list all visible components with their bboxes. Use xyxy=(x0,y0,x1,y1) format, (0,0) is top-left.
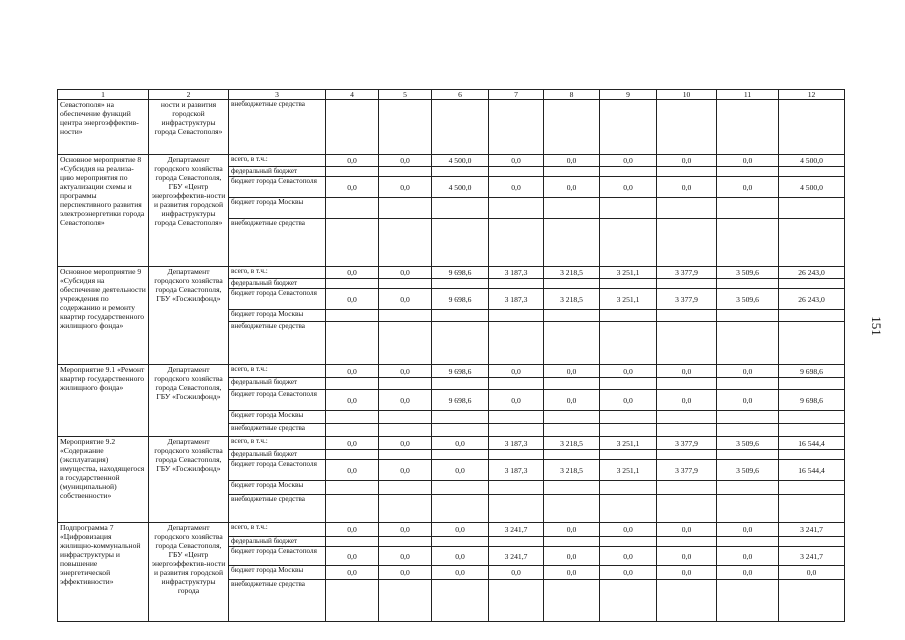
funding-value xyxy=(432,378,489,390)
funding-value xyxy=(379,322,432,365)
funding-value: 0,0 xyxy=(432,566,489,580)
funding-value xyxy=(489,219,544,267)
funding-value xyxy=(432,279,489,289)
funding-value xyxy=(379,495,432,523)
funding-value xyxy=(544,537,600,547)
funding-value: 3 241,7 xyxy=(779,547,845,566)
funding-value: 0,0 xyxy=(544,365,600,378)
funding-value xyxy=(657,322,717,365)
funding-source: федеральный бюджет xyxy=(229,378,326,390)
funding-value: 4 500,0 xyxy=(432,177,489,198)
funding-value xyxy=(657,219,717,267)
funding-value xyxy=(544,322,600,365)
funding-source: внебюджетные средства xyxy=(229,322,326,365)
funding-value: 0,0 xyxy=(600,566,657,580)
funding-value xyxy=(779,450,845,460)
funding-value: 0,0 xyxy=(489,566,544,580)
funding-value xyxy=(432,450,489,460)
funding-value: 0,0 xyxy=(489,390,544,411)
column-number: 1 xyxy=(58,90,149,100)
funding-source: всего, в т.ч.: xyxy=(229,437,326,450)
funding-value xyxy=(379,219,432,267)
funding-value xyxy=(326,279,379,289)
funding-source: федеральный бюджет xyxy=(229,279,326,289)
funding-value: 0,0 xyxy=(379,365,432,378)
activity-name: Основное мероприятие 9 «Субсидия на обеспечение деятельности учреждения по содержанию и ремонту квартир государственного жилищного фонда» xyxy=(58,267,149,365)
funding-value xyxy=(600,411,657,424)
funding-value: 0,0 xyxy=(379,523,432,537)
table-row xyxy=(58,155,845,167)
funding-value xyxy=(600,100,657,155)
funding-value xyxy=(489,322,544,365)
funding-value xyxy=(717,198,779,219)
funding-value xyxy=(379,378,432,390)
funding-value: 0,0 xyxy=(489,365,544,378)
funding-value: 0,0 xyxy=(326,566,379,580)
funding-value xyxy=(432,100,489,155)
funding-value: 0,0 xyxy=(779,566,845,580)
funding-value xyxy=(379,481,432,495)
funding-source: всего, в т.ч.: xyxy=(229,365,326,378)
funding-value xyxy=(379,580,432,622)
funding-value xyxy=(657,411,717,424)
funding-value xyxy=(779,424,845,437)
funding-value xyxy=(379,411,432,424)
funding-value: 3 251,1 xyxy=(600,289,657,310)
funding-value: 3 187,3 xyxy=(489,267,544,279)
funding-value xyxy=(544,310,600,322)
funding-value: 0,0 xyxy=(326,177,379,198)
funding-value xyxy=(432,495,489,523)
table-row xyxy=(58,523,845,537)
funding-value xyxy=(432,537,489,547)
funding-value xyxy=(432,322,489,365)
activity-name: Мероприятие 9.2 «Содержание (эксплуатация) имущества, находящегося в государственной (муниципальной) собственности» xyxy=(58,437,149,523)
column-number: 4 xyxy=(326,90,379,100)
funding-value: 3 377,9 xyxy=(657,460,717,481)
funding-value: 0,0 xyxy=(717,566,779,580)
funding-source: бюджет города Москвы xyxy=(229,310,326,322)
funding-value xyxy=(326,537,379,547)
funding-value xyxy=(600,580,657,622)
column-number: 9 xyxy=(600,90,657,100)
funding-value: 3 377,9 xyxy=(657,437,717,450)
funding-value xyxy=(600,310,657,322)
funding-value xyxy=(717,310,779,322)
funding-value: 3 241,7 xyxy=(489,523,544,537)
funding-value xyxy=(326,322,379,365)
activity-name: Основное мероприятие 8 «Субсидия на реализа-цию мероприятия по актуализации схемы и программы перспективного развития электроэнергетики города Севастополя» xyxy=(58,155,149,267)
funding-value: 0,0 xyxy=(600,390,657,411)
funding-value xyxy=(717,100,779,155)
funding-value xyxy=(544,411,600,424)
funding-value xyxy=(717,481,779,495)
funding-value: 9 698,6 xyxy=(779,365,845,378)
funding-value: 0,0 xyxy=(379,547,432,566)
funding-value xyxy=(717,279,779,289)
funding-value: 0,0 xyxy=(544,155,600,167)
funding-value: 4 500,0 xyxy=(779,155,845,167)
funding-value xyxy=(544,378,600,390)
funding-value: 0,0 xyxy=(379,289,432,310)
responsible-executor: Департамент городского хозяйства города Севастополя, ГБУ «Госжилфонд» xyxy=(149,365,229,437)
funding-value xyxy=(326,167,379,177)
page-number: 151 xyxy=(868,316,884,336)
funding-value xyxy=(432,411,489,424)
column-number: 12 xyxy=(779,90,845,100)
funding-source: бюджет города Москвы xyxy=(229,411,326,424)
activity-name: Подпрограмма 7 «Цифровизация жилищно-коммунальной инфраструктуры и повышение энергетической эффективности» xyxy=(58,523,149,622)
funding-value: 0,0 xyxy=(600,177,657,198)
funding-value xyxy=(779,580,845,622)
funding-value: 0,0 xyxy=(600,523,657,537)
funding-value: 0,0 xyxy=(717,523,779,537)
funding-value: 0,0 xyxy=(432,437,489,450)
funding-value: 3 218,5 xyxy=(544,289,600,310)
funding-value xyxy=(600,537,657,547)
funding-source: внебюджетные средства xyxy=(229,580,326,622)
funding-value xyxy=(544,424,600,437)
funding-value xyxy=(657,495,717,523)
funding-source: внебюджетные средства xyxy=(229,219,326,267)
funding-value xyxy=(544,495,600,523)
column-number: 8 xyxy=(544,90,600,100)
funding-value: 0,0 xyxy=(544,390,600,411)
funding-value xyxy=(489,100,544,155)
funding-source: всего, в т.ч.: xyxy=(229,523,326,537)
funding-value: 3 218,5 xyxy=(544,460,600,481)
funding-source: бюджет города Севастополя xyxy=(229,460,326,481)
funding-value xyxy=(489,411,544,424)
table-row xyxy=(58,437,845,450)
funding-source: бюджет города Севастополя xyxy=(229,547,326,566)
funding-value: 0,0 xyxy=(600,547,657,566)
funding-value: 0,0 xyxy=(657,365,717,378)
funding-value: 0,0 xyxy=(326,289,379,310)
funding-value xyxy=(657,537,717,547)
funding-value xyxy=(326,310,379,322)
funding-value xyxy=(326,481,379,495)
funding-value xyxy=(657,481,717,495)
funding-value xyxy=(544,219,600,267)
funding-value xyxy=(379,450,432,460)
funding-value: 0,0 xyxy=(379,390,432,411)
funding-value xyxy=(489,279,544,289)
funding-value: 0,0 xyxy=(326,460,379,481)
table-row xyxy=(58,100,845,155)
funding-value xyxy=(379,198,432,219)
funding-value xyxy=(489,198,544,219)
funding-value xyxy=(489,378,544,390)
funding-value xyxy=(326,495,379,523)
funding-value xyxy=(600,219,657,267)
funding-value xyxy=(379,100,432,155)
column-number: 7 xyxy=(489,90,544,100)
activity-name: Мероприятие 9.1 «Ремонт квартир государственного жилищного фонда» xyxy=(58,365,149,437)
funding-value xyxy=(544,450,600,460)
funding-value xyxy=(544,279,600,289)
funding-value: 26 243,0 xyxy=(779,267,845,279)
responsible-executor: Департамент городского хозяйства города Севастополя, ГБУ «Госжилфонд» xyxy=(149,267,229,365)
funding-value xyxy=(544,198,600,219)
funding-value xyxy=(600,378,657,390)
funding-value: 26 243,0 xyxy=(779,289,845,310)
funding-value xyxy=(779,322,845,365)
funding-source: бюджет города Москвы xyxy=(229,198,326,219)
funding-value: 3 241,7 xyxy=(779,523,845,537)
funding-value xyxy=(779,411,845,424)
funding-value xyxy=(779,167,845,177)
funding-value: 0,0 xyxy=(379,155,432,167)
funding-value xyxy=(717,167,779,177)
funding-value xyxy=(717,424,779,437)
funding-value xyxy=(489,424,544,437)
funding-value: 0,0 xyxy=(657,177,717,198)
funding-value xyxy=(600,481,657,495)
funding-value: 3 187,3 xyxy=(489,460,544,481)
funding-value xyxy=(717,378,779,390)
funding-value xyxy=(432,198,489,219)
funding-value: 3 251,1 xyxy=(600,437,657,450)
funding-value xyxy=(657,580,717,622)
funding-value xyxy=(779,219,845,267)
funding-source: всего, в т.ч.: xyxy=(229,155,326,167)
funding-value xyxy=(326,219,379,267)
funding-value xyxy=(600,424,657,437)
funding-value xyxy=(717,450,779,460)
funding-value: 9 698,6 xyxy=(779,390,845,411)
funding-value xyxy=(326,424,379,437)
funding-value: 3 218,5 xyxy=(544,437,600,450)
funding-value: 0,0 xyxy=(600,155,657,167)
responsible-executor: Департамент городского хозяйства города Севастополя, ГБУ «Центр энергоэффектив-ности и развития городской инфраструктуры города xyxy=(149,523,229,622)
funding-value: 3 241,7 xyxy=(489,547,544,566)
funding-value: 0,0 xyxy=(326,155,379,167)
funding-value: 3 509,6 xyxy=(717,267,779,279)
funding-value xyxy=(657,279,717,289)
funding-value: 0,0 xyxy=(326,437,379,450)
funding-value: 0,0 xyxy=(657,547,717,566)
funding-value xyxy=(432,580,489,622)
funding-value: 0,0 xyxy=(326,267,379,279)
funding-value xyxy=(779,537,845,547)
funding-value: 9 698,6 xyxy=(432,390,489,411)
table-body xyxy=(58,100,845,622)
funding-value: 16 544,4 xyxy=(779,460,845,481)
funding-value xyxy=(489,167,544,177)
funding-value xyxy=(432,481,489,495)
funding-value xyxy=(717,580,779,622)
funding-value xyxy=(779,495,845,523)
funding-value xyxy=(544,580,600,622)
funding-value: 0,0 xyxy=(657,155,717,167)
funding-value xyxy=(657,450,717,460)
funding-value: 0,0 xyxy=(432,523,489,537)
responsible-executor: Департамент городского хозяйства города Севастополя, ГБУ «Центр энергоэффектив-ности и развития городской инфраструктуры города Севастополя» xyxy=(149,155,229,267)
funding-value: 0,0 xyxy=(717,390,779,411)
funding-value: 0,0 xyxy=(717,365,779,378)
column-number: 11 xyxy=(717,90,779,100)
funding-source: бюджет города Севастополя xyxy=(229,289,326,310)
funding-value xyxy=(379,537,432,547)
funding-value xyxy=(779,198,845,219)
funding-value xyxy=(326,411,379,424)
funding-value xyxy=(489,481,544,495)
funding-source: внебюджетные средства xyxy=(229,100,326,155)
funding-value xyxy=(326,378,379,390)
funding-value xyxy=(379,424,432,437)
funding-value xyxy=(779,100,845,155)
funding-value xyxy=(432,424,489,437)
funding-source: федеральный бюджет xyxy=(229,167,326,177)
funding-value: 9 698,6 xyxy=(432,267,489,279)
funding-value xyxy=(600,167,657,177)
funding-value: 0,0 xyxy=(379,460,432,481)
funding-value: 0,0 xyxy=(326,390,379,411)
funding-value: 0,0 xyxy=(717,177,779,198)
funding-value xyxy=(379,167,432,177)
responsible-executor: Департамент городского хозяйства города Севастополя, ГБУ «Госжилфонд» xyxy=(149,437,229,523)
budget-table xyxy=(57,89,845,622)
column-number: 6 xyxy=(432,90,489,100)
funding-value: 0,0 xyxy=(489,177,544,198)
funding-value xyxy=(489,450,544,460)
funding-value xyxy=(544,167,600,177)
funding-value xyxy=(717,537,779,547)
funding-value xyxy=(489,495,544,523)
column-number-row xyxy=(58,90,845,100)
funding-value: 0,0 xyxy=(379,566,432,580)
funding-value: 0,0 xyxy=(379,177,432,198)
funding-source: всего, в т.ч.: xyxy=(229,267,326,279)
funding-value xyxy=(657,378,717,390)
funding-value: 0,0 xyxy=(326,523,379,537)
funding-source: федеральный бюджет xyxy=(229,450,326,460)
funding-value: 0,0 xyxy=(657,390,717,411)
responsible-executor: ности и развития городской инфраструктуры города Севастополя» xyxy=(149,100,229,155)
funding-value: 0,0 xyxy=(544,523,600,537)
funding-value xyxy=(326,198,379,219)
column-number: 5 xyxy=(379,90,432,100)
funding-value xyxy=(432,310,489,322)
funding-value: 3 251,1 xyxy=(600,267,657,279)
funding-value: 0,0 xyxy=(544,547,600,566)
funding-value xyxy=(657,167,717,177)
funding-value xyxy=(544,100,600,155)
funding-value xyxy=(600,450,657,460)
funding-value: 0,0 xyxy=(379,437,432,450)
funding-source: бюджет города Москвы xyxy=(229,481,326,495)
funding-value xyxy=(717,322,779,365)
funding-value xyxy=(779,481,845,495)
funding-value: 0,0 xyxy=(379,267,432,279)
funding-value xyxy=(657,310,717,322)
funding-value: 3 187,3 xyxy=(489,437,544,450)
funding-value: 4 500,0 xyxy=(779,177,845,198)
funding-value: 4 500,0 xyxy=(432,155,489,167)
funding-value xyxy=(779,279,845,289)
funding-value: 3 187,3 xyxy=(489,289,544,310)
funding-value xyxy=(489,580,544,622)
funding-value: 3 218,5 xyxy=(544,267,600,279)
funding-value xyxy=(326,450,379,460)
funding-value xyxy=(717,495,779,523)
funding-value: 3 509,6 xyxy=(717,437,779,450)
table-row xyxy=(58,267,845,279)
column-number: 2 xyxy=(149,90,229,100)
activity-name: Севастополя» на обеспечение функций центра энергоэффектив-ности» xyxy=(58,100,149,155)
funding-value xyxy=(779,310,845,322)
funding-value: 0,0 xyxy=(326,547,379,566)
funding-value xyxy=(779,378,845,390)
funding-source: федеральный бюджет xyxy=(229,537,326,547)
funding-value xyxy=(600,279,657,289)
column-number: 3 xyxy=(229,90,326,100)
funding-value: 9 698,6 xyxy=(432,289,489,310)
funding-value: 16 544,4 xyxy=(779,437,845,450)
funding-value: 0,0 xyxy=(717,155,779,167)
funding-value xyxy=(717,219,779,267)
funding-value xyxy=(326,580,379,622)
funding-value: 0,0 xyxy=(326,365,379,378)
funding-value xyxy=(717,411,779,424)
funding-source: бюджет города Севастополя xyxy=(229,177,326,198)
funding-value xyxy=(432,167,489,177)
funding-value: 0,0 xyxy=(657,566,717,580)
funding-value: 3 377,9 xyxy=(657,289,717,310)
funding-value: 3 509,6 xyxy=(717,289,779,310)
funding-value xyxy=(489,310,544,322)
column-number: 10 xyxy=(657,90,717,100)
funding-value: 3 509,6 xyxy=(717,460,779,481)
funding-value: 0,0 xyxy=(717,547,779,566)
funding-value xyxy=(657,424,717,437)
funding-value: 0,0 xyxy=(432,460,489,481)
funding-value xyxy=(326,100,379,155)
funding-value xyxy=(489,537,544,547)
funding-value: 0,0 xyxy=(544,566,600,580)
funding-value: 0,0 xyxy=(657,523,717,537)
funding-value xyxy=(379,279,432,289)
funding-value: 0,0 xyxy=(544,177,600,198)
funding-value: 0,0 xyxy=(600,365,657,378)
funding-value xyxy=(657,100,717,155)
funding-value xyxy=(379,310,432,322)
funding-value: 0,0 xyxy=(432,547,489,566)
funding-value: 0,0 xyxy=(489,155,544,167)
funding-value xyxy=(600,198,657,219)
funding-value: 3 251,1 xyxy=(600,460,657,481)
funding-value xyxy=(600,322,657,365)
funding-value xyxy=(544,481,600,495)
table-row xyxy=(58,365,845,378)
funding-source: бюджет города Севастополя xyxy=(229,390,326,411)
funding-value: 9 698,6 xyxy=(432,365,489,378)
funding-value xyxy=(600,495,657,523)
funding-source: бюджет города Москвы xyxy=(229,566,326,580)
funding-value xyxy=(657,198,717,219)
funding-value: 3 377,9 xyxy=(657,267,717,279)
funding-source: внебюджетные средства xyxy=(229,424,326,437)
funding-value xyxy=(432,219,489,267)
funding-source: внебюджетные средства xyxy=(229,495,326,523)
